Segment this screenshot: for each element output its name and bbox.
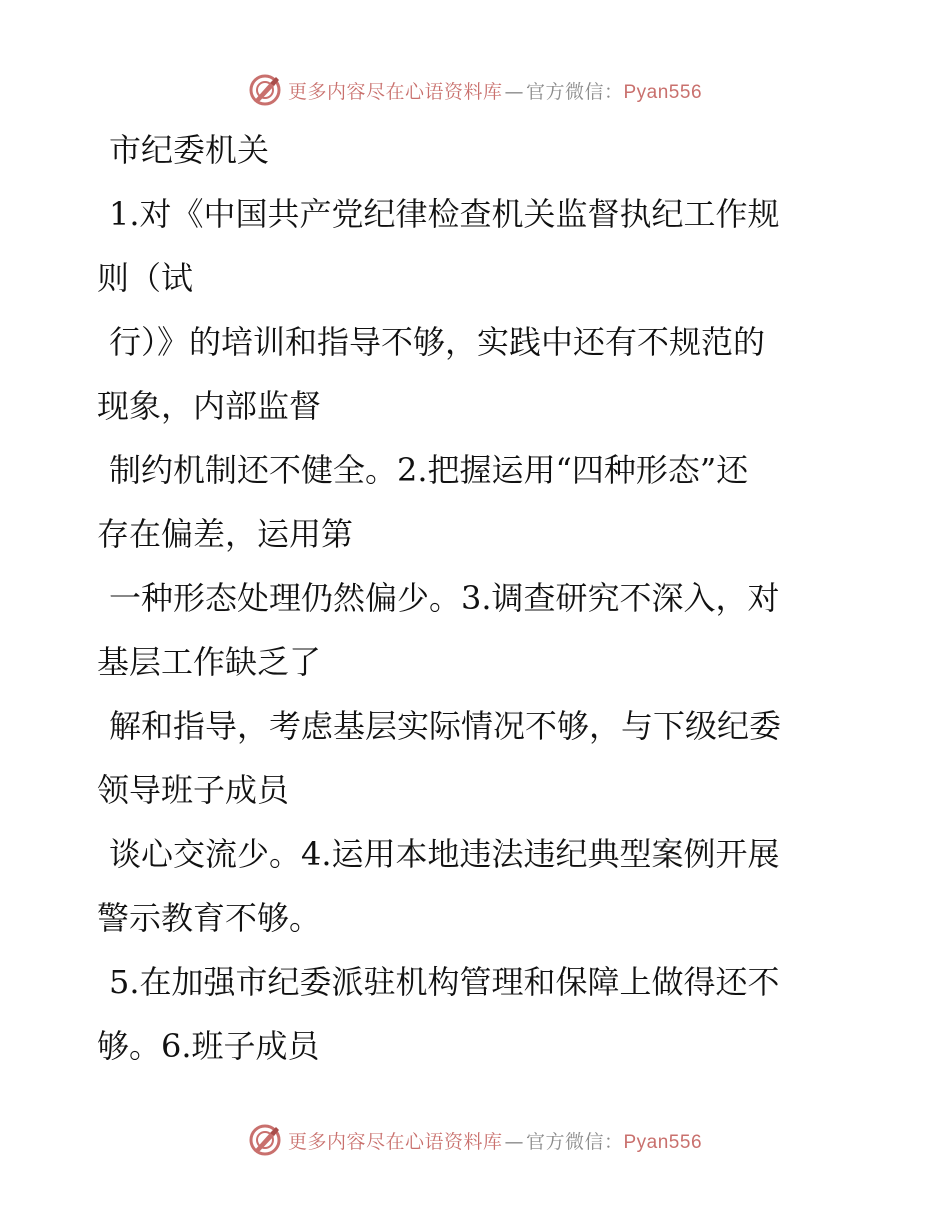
header-banner-inner: [248, 68, 702, 112]
document-line: 警示教育不够。: [97, 899, 322, 937]
header-banner-dash: —: [504, 80, 524, 103]
document-line: 领导班子成员: [97, 771, 290, 809]
document-line: 行）》的培训和指导不够，实践中还有不规范的: [109, 323, 766, 361]
document-line: 制约机制还不健全。2.把握运用“四种形态”还: [109, 451, 749, 489]
document-line: 现象，内部监督: [97, 387, 322, 425]
footer-banner-wechat-id: Pyan556: [623, 1131, 703, 1153]
footer-banner-inner: [248, 1118, 702, 1162]
document-line: 一种形态处理仍然偏少。3.调查研究不深入，对: [109, 579, 780, 617]
document-line: 谈心交流少。4.运用本地违法违纪典型案例开展: [109, 835, 780, 873]
document-line: 存在偏差，运用第: [97, 515, 354, 553]
document-line: 市纪委机关: [109, 131, 270, 169]
pen-logo-icon: [248, 1123, 282, 1157]
pen-logo-icon: [248, 73, 282, 107]
document-line: 基层工作缺乏了: [97, 643, 322, 681]
document-line: 1.对《中国共产党纪律检查机关监督执纪工作规: [109, 195, 780, 233]
footer-banner: [0, 1118, 950, 1162]
header-banner-title: 更多内容尽在心语资料库: [287, 80, 503, 103]
footer-banner-dash: —: [504, 1130, 524, 1153]
document-line: 则（试: [97, 259, 194, 297]
header-banner-wechat-label: 官方微信：: [525, 80, 624, 103]
document-line: 解和指导，考虑基层实际情况不够，与下级纪委: [109, 707, 782, 745]
footer-banner-title: 更多内容尽在心语资料库: [287, 1130, 503, 1153]
header-banner-wechat-id: Pyan556: [623, 81, 703, 103]
document-line: 够。6.班子成员: [97, 1027, 320, 1065]
document-body: [97, 118, 837, 1078]
document-line: 5.在加强市纪委派驻机构管理和保障上做得还不: [109, 963, 780, 1001]
header-banner: [0, 68, 950, 112]
header-banner-text: [288, 77, 702, 104]
footer-banner-text: [288, 1127, 702, 1154]
footer-banner-wechat-label: 官方微信：: [525, 1130, 624, 1153]
